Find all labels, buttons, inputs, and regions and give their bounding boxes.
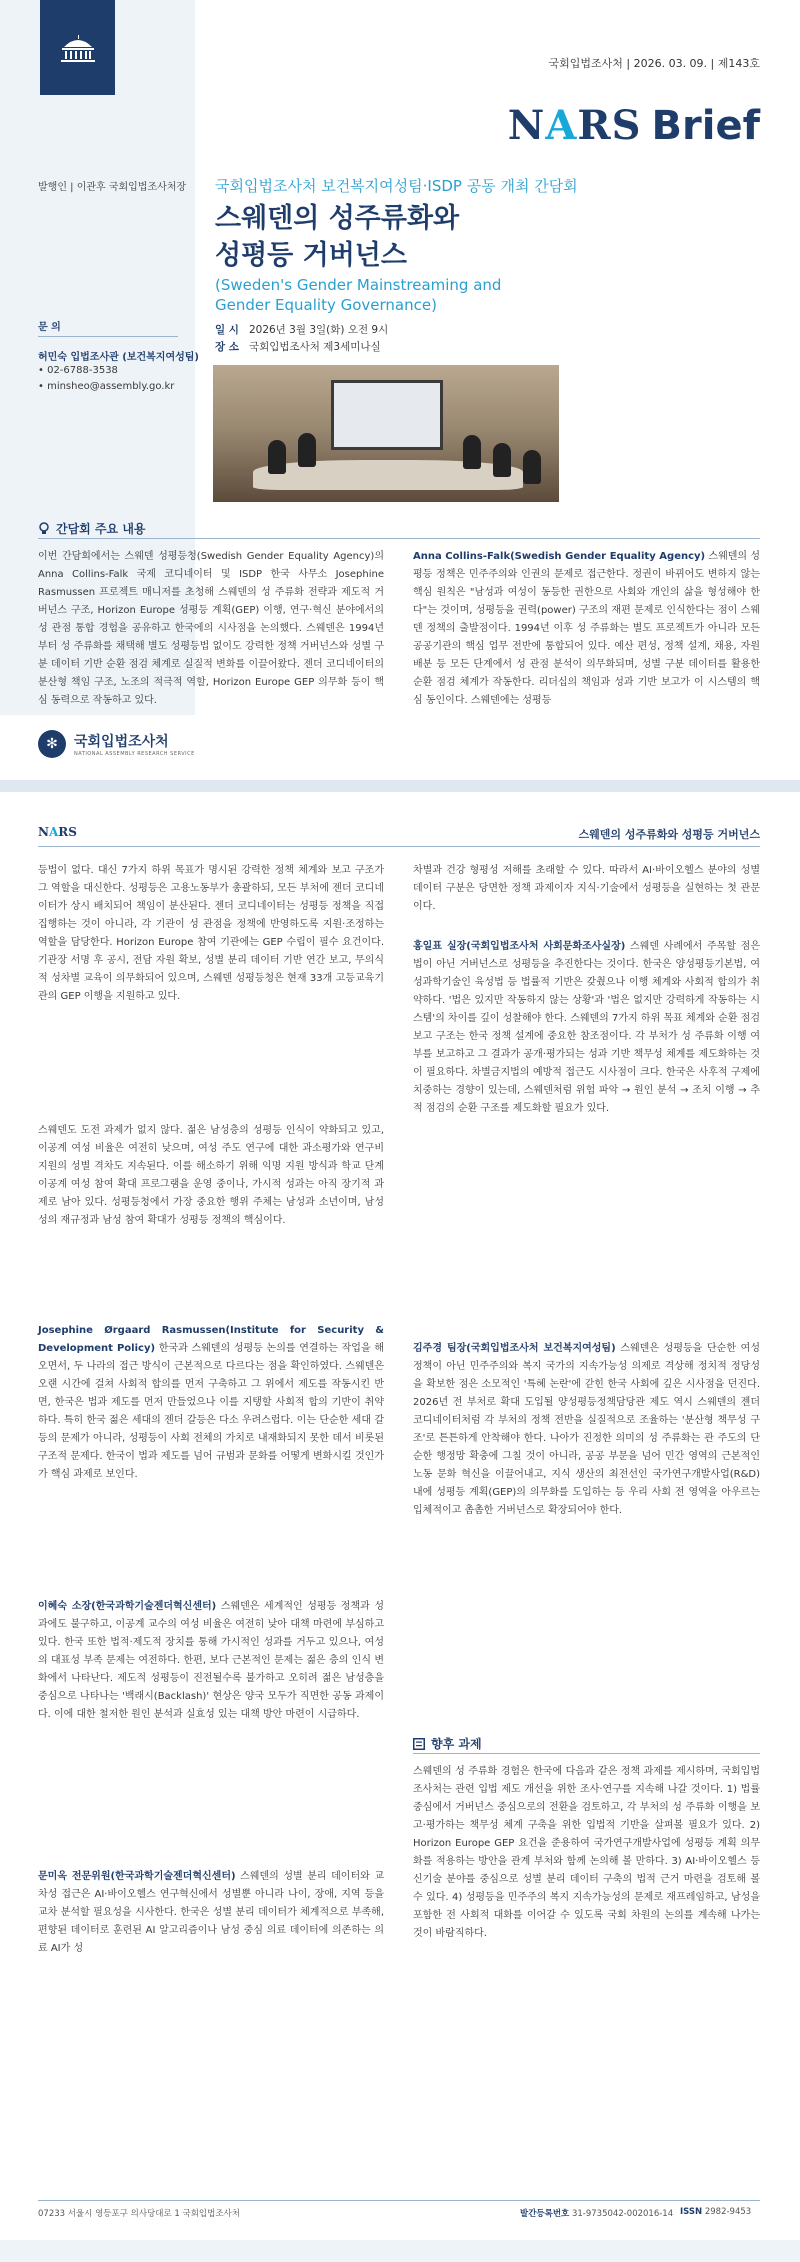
conference-table [253, 460, 523, 490]
summary-divider [38, 538, 760, 539]
speaker-text: 스웨덴의 성평등 정책은 민주주의와 인권의 문제로 접근한다. 정권이 바뀌어도 변하지 않는 핵심 원칙은 "남성과 여성이 동등한 권한으로 사회와 개인의 삶을 형성해야 한다"는 것이며, 성평등을 권력(power) 구조의 재편 문제로 인식한다는 점이 스웨덴 정책의 출발점이다. 1994년 이후 성 주류화는 별도 프로젝트가 아니라 모든 공공기관의 핵심 업무 전반에 통합되어 있다. 예산 편성, 정책 설계, 채용, 자원 배분 등 모든 단계에서 성 관점 분석이 의무화되며, 성별 구분 데이터를 활용한 순환 점검 체계가 작동한다. 리더십의 책임과 성과 기반 보고가 이 시스템의 핵심 동인이다. 스웨덴에는 성평등 [413, 551, 760, 706]
speaker-name: Josephine Ørgaard Rasmussen(Institute for Security & Development Policy) [38, 1325, 384, 1354]
speaker-text: 스웨덴 사례에서 주목할 점은 법이 아닌 거버넌스로 성평등을 추진한다는 것이다. 한국은 양성평등기본법, 여성과학기술인 육성법 등 법률적 기반은 갖췄으나 이행 체계와 사회적 합의가 취약하다. '법은 있지만 작동하지 않는 상황'과 '법은 없지만 강력하게 작동하는 시스템'의 차이를 깊이 성찰해야 한다. 스웨덴의 7가지 하위 목표 체계와 순환 점검 보고 구조는 한국 정책 설계에 중요한 참조점이다. 각 부처가 성 주류화 이행 여부를 보고하고 그 결과가 공개·평가되는 성과 기반 책무성 체계를 제도화하는 것이 필요하다. 차별금지법의 예방적 접근도 시사점이 크다. 한국은 사후적 구제에 치중하는 경향이 있는데, 스웨덴처럼 위험 파악 → 원인 분석 → 조치 이행 → 추적 점검의 순환 구조를 제도화할 필요가 있다. [413, 941, 760, 1114]
future-heading [413, 1735, 482, 1752]
assembly-building-logo [40, 0, 115, 95]
brand-letter-n: N [507, 102, 546, 149]
nars-footer-logo [38, 730, 195, 758]
contact-email[interactable]: • minsheo@assembly.go.kr [38, 381, 175, 392]
speaker-name: 홍일표 실장(국회입법조사처 사회문화조사실장) [413, 941, 626, 952]
page2-right-para-3 [413, 1340, 760, 1520]
publisher-line: 발행인 | 이관후 국회입법조사처장 [38, 182, 187, 193]
summary-heading [38, 520, 146, 537]
brand-letters-rs: RS [577, 102, 642, 149]
nars-wordmark [508, 102, 642, 149]
brand-letters-rs: RS [58, 825, 77, 839]
nars-brief-logo [508, 102, 760, 149]
page2-left-para-2: 스웨덴도 도전 과제가 없지 않다. 젊은 남성층의 성평등 인식이 약화되고 있고, 이공계 여성 비율은 여전히 낮으며, 여성 주도 연구에 대한 과소평가와 연구비 지원의 성별 격차도 지속된다. 이를 해소하기 위해 익명 지원 방식과 학교 단계 이공계 여성 참여 확대 프로그램을 운영 중이나, 가시적 성과는 아직 장기적 과제로 남아 있다. 성평등청에서 가장 중요한 행위 주체는 남성과 소년이며, 남성성의 재규정과 남성 참여 확대가 성평등 정책의 핵심이다. [38, 1125, 384, 1226]
projector-screen [331, 380, 443, 450]
event-date [215, 322, 388, 337]
speaker-text: 한국과 스웨덴의 성평등 논의를 연결하는 작업을 해오면서, 두 나라의 접근 방식이 근본적으로 다르다는 점을 확인하였다. 스웨덴은 오랜 시간에 걸쳐 사회적 합의를 먼저 구축하고 그 위에서 제도를 작동시킨 반면, 한국은 법과 제도를 먼저 만들었으나 이를 지탱할 사회적 합의 기반이 취약하다. 특히 한국 젊은 세대의 젠더 갈등은 다소 우려스럽다. 이는 단순한 세대 갈등의 문제가 아니라, 성평등이 사회 전체의 가치로 내재화되지 못한 데서 비롯된 구조적 문제다. 한국이 법과 제도를 넘어 규범과 문화를 어떻게 변화시킬 것인가가 핵심 과제로 보인다. [38, 1343, 384, 1480]
page2-left-para-3 [38, 1322, 384, 1484]
place-label: 장 소 [215, 341, 239, 353]
page-title [215, 200, 459, 274]
attendee [298, 433, 316, 467]
place-value: 국회입법조사처 제3세미나실 [248, 341, 381, 353]
nars-emblem-icon: ✻ [38, 730, 66, 758]
page2-left-para-1: 등법이 없다. 대신 7가지 하위 목표가 명시된 강력한 정책 체계와 보고 구조가 그 역할을 대신한다. 성평등은 고용노동부가 총괄하되, 모든 부처에 젠더 코디네이터가 상시 배치되어 책임이 분산된다. 젠더 코디네이터는 성평등 정책을 직접 집행하는 것이 아니라, 각 기관이 성 관점을 정책에 반영하도록 지원·조정하는 역할을 담당한다. Horizon Europe 참여 기관에는 GEP 수립이 필수 요건이다. 기관장 서명 후 공시, 전담 자원 확보, 성별 분리 데이터 기반 연간 보고, 무의식적 성차별 교육이 의무화되어 있으며, 스웨덴 성평등청은 현재 33개 고등교육기관의 GEP 이행을 지원하고 있다. [38, 865, 384, 1002]
title-line-2: 성평등 거버넌스 [215, 240, 407, 271]
page2-header-divider [38, 846, 760, 847]
attendee [463, 435, 481, 469]
future-text: 스웨덴의 성 주류화 경험은 한국에 다음과 같은 정책 과제를 제시하며, 국회입법조사처는 관련 입법 제도 개선을 위한 조사·연구를 지속해 나갈 것이다. 1) 법률 중심에서 거버넌스 중심으로의 전환을 검토하고, 각 부처의 성 주류화 이행을 보고·평가하는 책무성 체계 구축을 위한 입법적 기반을 살펴볼 필요가 있다. 2) Horizon Europe GEP 요건을 준용하여 국가연구개발사업에 성평등 계획 의무화를 적용하는 방안을 관계 부처와 함께 논의해 볼 만하다. 3) AI·바이오헬스 등 신기술 분야를 중심으로 성별 분리 데이터 구축의 법적 근거 마련을 검토해 볼 수 있다. 4) 성평등을 민주주의 복지 지속가능성의 문제로 재프레임하고, 남성을 포함한 전 사회적 대화를 이어갈 수 있도록 국회 차원의 논의를 계속해 나가는 것이 바람직하다. [413, 1766, 760, 1939]
speaker-text: 스웨덴은 세계적인 성평등 정책과 성과에도 불구하고, 이공계 교수의 여성 비율은 여전히 낮아 대책 마련에 부심하고 있다. 한국 또한 법적·제도적 장치를 통해 가시적인 성과를 거두고 있으나, 여성의 대표성 부족 문제는 여전하다. 한편, 보다 근본적인 문제는 젊은 층의 인식 변화에서 나타난다. 제도적 성평등이 진전될수록 불가하고 오히려 젊은 남성층을 중심으로 나타나는 '백래시(Backlash)' 현상은 양국 모두가 직면한 공동 과제이다. 이에 대한 철저한 원인 분석과 실효성 있는 대책 방안 마련이 시급하다. [38, 1601, 385, 1720]
footer-issn-label: ISSN [680, 2207, 703, 2217]
footer-issn-value: 2982-9453 [704, 2207, 752, 2217]
speaker-name: Anna Collins-Falk(Swedish Gender Equality Agency) [413, 551, 706, 562]
brand-letter-a: A [545, 102, 578, 149]
attendee [268, 440, 286, 474]
future-heading-text: 향후 과제 [431, 1737, 482, 1751]
page2-bottom-band [0, 2240, 800, 2262]
brief-wordmark: Brief [651, 103, 760, 149]
checklist-icon [413, 1738, 425, 1750]
brand-letter-a: A [48, 825, 59, 839]
speaker-name: 김주경 팀장(국회입법조사처 보건복지여성팀) [413, 1343, 616, 1354]
date-value: 2026년 3월 3일(화) 오전 9시 [248, 324, 389, 336]
page2-footer-divider [38, 2200, 760, 2201]
page2-right-para-1: 차별과 건강 형평성 저해를 초래할 수 있다. 따라서 AI·바이오헬스 분야의 성별 데이터 구분은 당면한 정책 과제이자 지식·기술에서 성평등을 실현하는 첫 관문이다. [413, 865, 760, 912]
page2-right-para-2 [413, 938, 760, 1118]
contact-name: 허민숙 입법조사관 (보건복지여성팀) [38, 352, 200, 363]
contact-divider [38, 336, 178, 337]
speaker-name: 문미옥 전문위원(한국과학기술젠더혁신센터) [38, 1871, 236, 1882]
page2-left-para-4 [38, 1598, 384, 1724]
contact-label: 문 의 [38, 322, 61, 333]
lightbulb-icon [38, 522, 50, 536]
summary-left-column: 이번 간담회에서는 스웨덴 성평등청(Swedish Gender Equality Agency)의 Anna Collins-Falk 국제 코디네이터 및 ISDP 한국 사무소 Josephine Rasmussen 프로젝트 매니저를 초청해 스웨덴의 성 주류화 전략과 제도적 거버넌스 구조, Horizon Europe 성평등 계획(GEP) 이행, 연구·혁신 분야에서의 성 관점 통합 경험을 공유하고 한국에의 시사점을 논의했다. 스웨덴은 1994년부터 성 주류화를 채택해 별도 성평등법 없이도 강력한 정책 거버넌스와 성별 구분 데이터 기반 순환 점검 체계로 실질적 변화를 이끌어왔다. 젠더 코디네이터의 분산형 책임 구조, 노조의 적극적 역할, Horizon Europe GEP 의무화 등이 핵심 동력으로 작동하고 있다. [38, 551, 384, 706]
issue-line: 국회입법조사처 | 2026. 03. 09. | 제143호 [548, 57, 760, 70]
brand-letter-n: N [38, 825, 49, 839]
footer-reg-value: 31-9735042-002016-14 [571, 2209, 674, 2219]
date-label: 일 시 [215, 324, 239, 336]
speaker-text: 스웨덴의 성별 분리 데이터와 교차성 접근은 AI·바이오헬스 연구혁신에서 성별뿐 아니라 나이, 장애, 지역 등을 교차 분석할 필요성을 시사한다. 한국은 성별 분리 데이터가 체계적으로 부족해, 편향된 데이터로 훈련된 AI 알고리즘이나 남성 중심 의료 데이터에 의존하는 의료 AI가 성 [38, 1871, 384, 1954]
footer-logo-name-ko: 국회입법조사처 [74, 734, 169, 750]
assembly-dome-icon [58, 33, 98, 63]
footer-registration [520, 2207, 673, 2219]
title-english: (Sweden's Gender Mainstreaming and Gender Equality Governance) [215, 276, 502, 314]
event-subtitle: 국회입법조사처 보건복지여성팀·ISDP 공동 개최 간담회 [215, 177, 578, 195]
page2-left-para-5 [38, 1868, 384, 1958]
footer-issn [680, 2207, 751, 2217]
contact-email-value[interactable]: minsheo@assembly.go.kr [47, 381, 175, 392]
footer-reg-label: 발간등록번호 [520, 2209, 570, 2219]
page-gap [0, 780, 800, 792]
attendee [523, 450, 541, 484]
contact-phone-value: 02-6788-3538 [47, 365, 118, 376]
speaker-name: 이혜숙 소장(한국과학기술젠더혁신센터) [38, 1601, 217, 1612]
nars-small-logo [38, 825, 77, 839]
footer-address: 07233 서울시 영등포구 의사당대로 1 국회입법조사처 [38, 2209, 240, 2219]
future-divider [413, 1753, 760, 1754]
footer-logo-name-en: NATIONAL ASSEMBLY RESEARCH SERVICE [74, 751, 195, 757]
summary-heading-text: 간담회 주요 내용 [56, 522, 146, 536]
contact-phone: • 02-6788-3538 [38, 365, 118, 376]
running-title: 스웨덴의 성주류화와 성평등 거버넌스 [578, 828, 760, 841]
title-line-1: 스웨덴의 성주류화와 [215, 203, 460, 234]
event-photo [213, 365, 559, 502]
speaker-text: 스웨덴은 성평등을 단순한 여성 정책이 아닌 민주주의와 복지 국가의 지속가능성 의제로 격상해 정치적 정당성을 확보한 점은 소모적인 '특혜 논란'에 갇힌 한국 사회에 깊은 시사점을 던진다. 2026년 전 부처로 확대 도입될 양성평등정책담당관 제도 역시 스웨덴의 젠더 코디네이터처럼 각 부처의 정책 전반을 실질적으로 조율하는 '분산형 책무성 구조'로 튼튼하게 안착해야 한다. 나아가 진정한 의미의 성 주류화는 관 주도의 단순한 행정망 확충에 그칠 것이 아니라, 공공 부문을 넘어 민간 영역의 근본적인 노동 문화 혁신을 이끌어내고, 지식 생산의 최전선인 국가연구개발사업(R&D) 내에 성평등 계획(GEP)의 의무화를 도입하는 등 우리 사회 전 영역을 아우르는 입체적이고 촘촘한 거버넌스로 확장되어야 한다. [413, 1343, 760, 1516]
event-place [215, 339, 381, 354]
attendee [493, 443, 511, 477]
summary-right-column [413, 548, 760, 710]
